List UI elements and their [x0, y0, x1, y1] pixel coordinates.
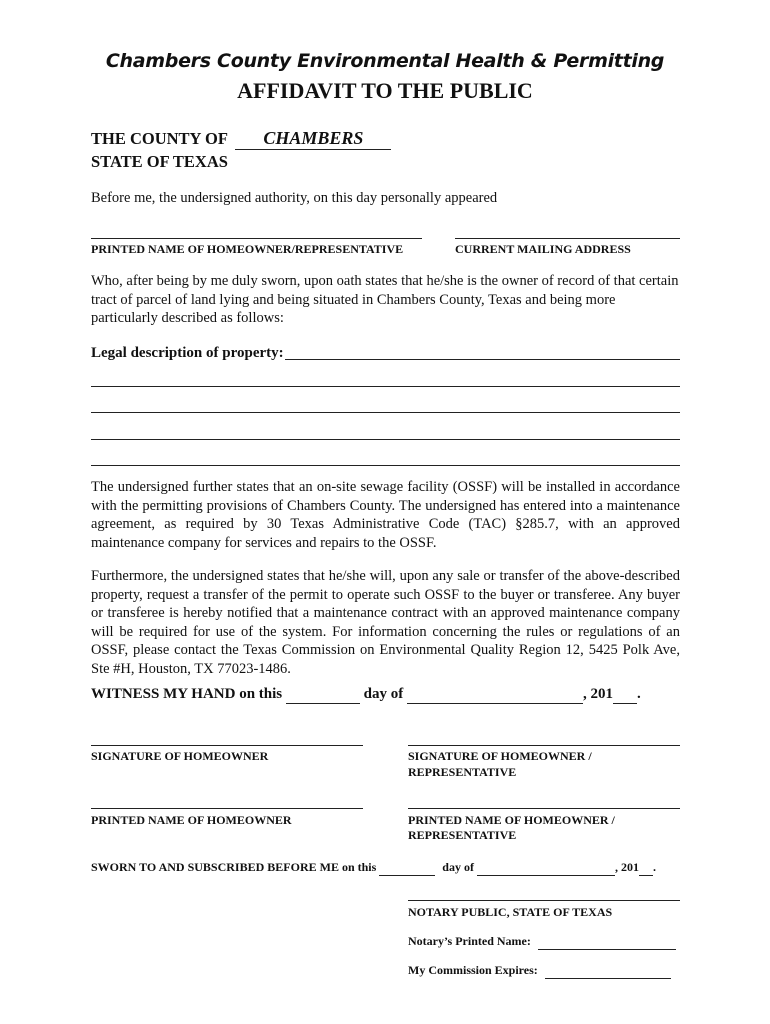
sworn-prefix: SWORN TO AND SUBSCRIBED BEFORE ME on this — [91, 860, 377, 874]
sworn-year-prefix: , 201 — [614, 860, 639, 874]
sworn-month-field[interactable] — [477, 860, 615, 876]
witness-day-of: day of — [363, 686, 404, 702]
notary-signature-line[interactable] — [408, 900, 680, 901]
legal-description-line-1[interactable] — [285, 359, 680, 360]
notary-printed-name-row — [408, 934, 676, 950]
county-label: THE COUNTY OF — [91, 129, 228, 148]
sworn-before-line — [91, 860, 656, 876]
sworn-year-field[interactable] — [639, 860, 653, 876]
agency-header: Chambers County Environmental Health & Permitting — [105, 50, 665, 72]
printed-representative-label-2: REPRESENTATIVE — [408, 828, 517, 842]
county-field[interactable] — [235, 128, 391, 150]
printed-representative-label-1: PRINTED NAME OF HOMEOWNER / — [408, 813, 615, 827]
legal-description-label: Legal description of property: — [91, 345, 284, 361]
witness-end: . — [637, 686, 641, 702]
county-line — [91, 128, 391, 150]
printed-representative-line[interactable] — [408, 808, 680, 809]
notary-commission-field[interactable] — [545, 963, 671, 979]
notary-commission-row — [408, 963, 671, 979]
sworn-end: . — [652, 860, 656, 874]
intro-text: Before me, the undersigned authority, on this day personally appeared — [91, 190, 498, 206]
printed-homeowner-label: PRINTED NAME OF HOMEOWNER — [91, 813, 292, 827]
printed-homeowner-line[interactable] — [91, 808, 363, 809]
witness-year-field[interactable] — [613, 686, 637, 704]
printed-name-representative-line[interactable] — [91, 238, 422, 239]
signature-homeowner-label: SIGNATURE OF HOMEOWNER — [91, 749, 269, 763]
notary-title: NOTARY PUBLIC, STATE OF TEXAS — [408, 905, 613, 919]
notary-printed-name-label: Notary’s Printed Name: — [408, 934, 531, 948]
signature-homeowner-line[interactable] — [91, 745, 363, 746]
state-line: STATE OF TEXAS — [91, 152, 228, 171]
witness-year-prefix: , 201 — [583, 686, 613, 702]
witness-month-field[interactable] — [407, 686, 583, 704]
notary-commission-label: My Commission Expires: — [408, 963, 538, 977]
county-value: CHAMBERS — [263, 128, 364, 148]
legal-description-line-3[interactable] — [91, 412, 680, 413]
mailing-address-label: CURRENT MAILING ADDRESS — [455, 242, 631, 256]
transfer-paragraph: Furthermore, the undersigned states that he/she will, upon any sale or transfer of the above-described property, request a transfer of the permit to operate such OSSF to the buyer or transferee. Any buyer or transferee is hereby notified that a maintenance contract with an approved maintenance company will be required for use of the system. For information concerning the rules or regulations of an OSSF, please contact the Texas Commission on Environmental Quality Region 12, 5425 Polk Ave, Ste #H, Houston, TX 77023-1486. — [91, 568, 680, 677]
legal-description-line-2[interactable] — [91, 386, 680, 387]
document-title: AFFIDAVIT TO THE PUBLIC — [237, 78, 533, 103]
printed-name-representative-label: PRINTED NAME OF HOMEOWNER/REPRESENTATIVE — [91, 242, 404, 256]
sworn-paragraph: Who, after being by me duly sworn, upon oath states that he/she is the owner of record of that certain tract of parcel of land lying and being situated in Chambers County, Texas and being more particularly described as follows: — [91, 273, 679, 326]
mailing-address-line[interactable] — [455, 238, 680, 239]
notary-printed-name-field[interactable] — [538, 934, 676, 950]
legal-description-line-4[interactable] — [91, 439, 680, 440]
signature-representative-label-1: SIGNATURE OF HOMEOWNER / — [408, 749, 592, 763]
signature-representative-label-2: REPRESENTATIVE — [408, 765, 517, 779]
ossf-paragraph: The undersigned further states that an on-site sewage facility (OSSF) will be installed in accordance with the permitting provisions of Chambers County. The undersigned has entered into a maintenance agreement, as required by 30 Texas Administrative Code (TAC) §285.7, with an approved maintenance company for services and repairs to the OSSF. — [91, 479, 680, 551]
signature-representative-line[interactable] — [408, 745, 680, 746]
witness-line — [91, 686, 641, 704]
sworn-day-field[interactable] — [379, 860, 435, 876]
legal-description-line-5[interactable] — [91, 465, 680, 466]
sworn-day-of: day of — [442, 860, 474, 874]
witness-prefix: WITNESS MY HAND on this — [91, 686, 283, 702]
witness-day-field[interactable] — [286, 686, 360, 704]
